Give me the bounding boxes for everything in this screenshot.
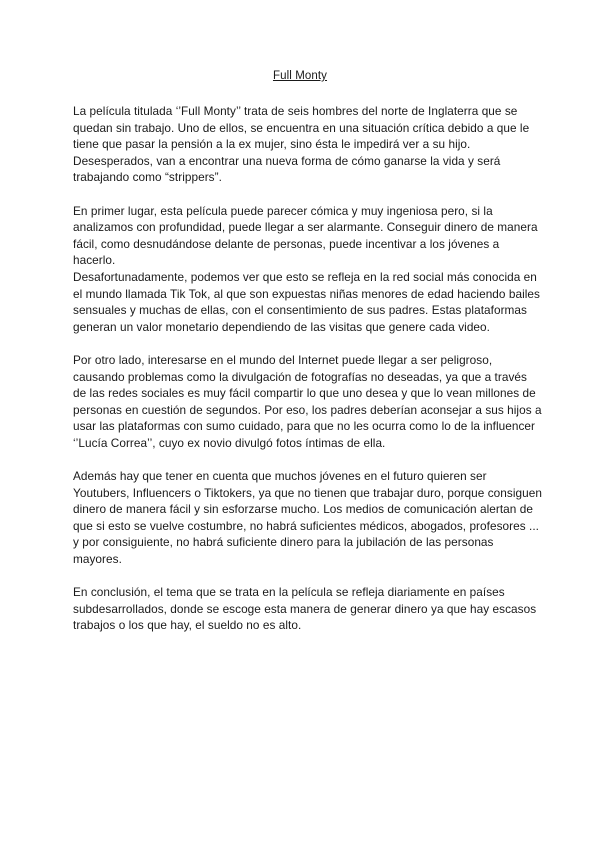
paragraph-conclusion: En conclusión, el tema que se trata en la película se refleja diariamente en países subdesarrollados, donde se escoge esta manera de generar dinero ya que hay escasos trabajos o los que hay, el sueldo no es alto. [73,585,537,633]
paragraph-future-jobs: Además hay que tener en cuenta que muchos jóvenes en el futuro quieren ser Youtubers, Influencers o Tiktokers, ya que no tienen que trabajar duro, porque consiguen dinero de manera fácil y sin esforzarse mucho. Los medios de comunicación alertan de que si esto se vuelve costumbre, no habrá suficientes médicos, abogados, profesores ... y por consiguiente, no habrá suficiente dinero para la jubilación de las personas mayores. [73,469,542,567]
document-body [73,103,543,651]
document-title: Full Monty [272,70,328,82]
paragraph-internet-danger: Por otro lado, interesarse en el mundo del Internet puede llegar a ser peligroso, causando problemas como la divulgación de fotografías no deseadas, ya que a través de las redes sociales es muy fácil compartir lo que uno desea y que lo vean millones de personas en cuestión de segundos. Por eso, los padres deberían aconsejar a sus hijos a usar las plataformas con sumo cuidado, para que no les ocurra como lo de la influencer ‘’Lucía Correa’’, cuyo ex novio divulgó fotos íntimas de ella. [73,352,542,450]
paragraph-first-point: En primer lugar, esta película puede parecer cómica y muy ingeniosa pero, si la analizamos con profundidad, puede llegar a ser alarmante. Conseguir dinero de manera fácil, como desnudándose delante de personas, puede incentivar a los jóvenes a hacerlo. [73,203,538,268]
paragraph-tiktok: Desafortunadamente, podemos ver que esto se refleja en la red social más conocida en el mundo llamada Tik Tok, al que son expuestas niñas menores de edad haciendo bailes sensuales y muchas de ellas, con el consentimiento de sus padres. Estas plataformas generan un valor monetario dependiendo de las visitas que genere cada video. [73,269,540,334]
paragraph-intro: La película titulada ‘’Full Monty’’ trata de seis hombres del norte de Inglaterra que se quedan sin trabajo. Uno de ellos, se encuentra en una situación crítica debido a que le tiene que pasar la pensión a la ex mujer, sino ésta le impedirá ver a su hijo. Desesperados, van a encontrar una nueva forma de cómo ganarse la vida y será trabajando como “strippers”. [73,104,530,185]
